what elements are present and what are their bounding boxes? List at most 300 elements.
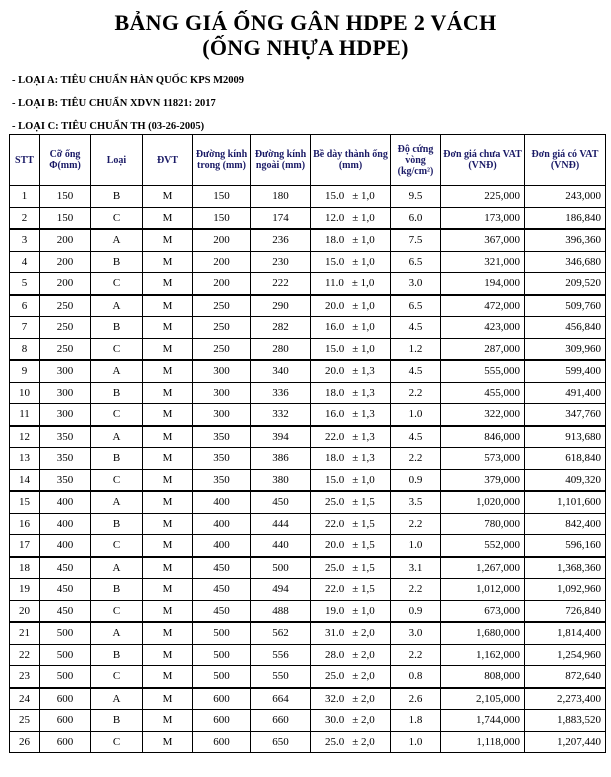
cell-type: B xyxy=(91,186,143,208)
thickness-tolerance: ± 1,3 xyxy=(352,365,375,378)
cell-wall-thickness xyxy=(311,229,391,251)
cell-type: A xyxy=(91,229,143,251)
cell-inner-diameter: 250 xyxy=(193,338,251,360)
cell-wall-thickness xyxy=(311,600,391,622)
cell-price-vat: 347,760 xyxy=(525,404,606,426)
cell-outer-diameter: 450 xyxy=(251,491,311,513)
table-row xyxy=(10,360,606,382)
header-type: Loại xyxy=(91,135,143,186)
thickness-value: 18.0 xyxy=(325,234,345,247)
thickness-tolerance: ± 1,5 xyxy=(352,561,375,574)
cell-outer-diameter: 440 xyxy=(251,535,311,557)
cell-outer-diameter: 282 xyxy=(251,317,311,339)
cell-price-no-vat: 173,000 xyxy=(441,207,525,229)
cell-outer-diameter: 562 xyxy=(251,622,311,644)
cell-type: C xyxy=(91,600,143,622)
cell-type: A xyxy=(91,622,143,644)
cell-price-no-vat: 1,020,000 xyxy=(441,491,525,513)
table-body xyxy=(10,186,606,753)
cell-stt: 20 xyxy=(10,600,40,622)
cell-price-no-vat: 1,118,000 xyxy=(441,731,525,753)
cell-stt: 18 xyxy=(10,557,40,579)
cell-type: B xyxy=(91,448,143,470)
table-row xyxy=(10,229,606,251)
thickness-tolerance: ± 1,5 xyxy=(352,517,375,530)
cell-price-vat: 509,760 xyxy=(525,295,606,317)
cell-size: 350 xyxy=(40,448,91,470)
cell-inner-diameter: 450 xyxy=(193,579,251,601)
cell-ring-stiffness: 2.2 xyxy=(391,644,441,666)
cell-inner-diameter: 350 xyxy=(193,469,251,491)
cell-price-vat: 842,400 xyxy=(525,513,606,535)
thickness-tolerance: ± 1,3 xyxy=(352,430,375,443)
thickness-value: 30.0 xyxy=(325,714,345,727)
cell-price-no-vat: 2,105,000 xyxy=(441,688,525,710)
cell-unit: M xyxy=(143,317,193,339)
header-size: Cỡ ống Φ(mm) xyxy=(40,135,91,186)
cell-wall-thickness xyxy=(311,273,391,295)
cell-unit: M xyxy=(143,535,193,557)
cell-unit: M xyxy=(143,579,193,601)
thickness-tolerance: ± 1,5 xyxy=(352,496,375,509)
cell-type: B xyxy=(91,317,143,339)
header-outer-diameter: Đường kính ngoài (mm) xyxy=(251,135,311,186)
cell-wall-thickness xyxy=(311,360,391,382)
cell-wall-thickness xyxy=(311,338,391,360)
cell-stt: 16 xyxy=(10,513,40,535)
thickness-value: 31.0 xyxy=(325,627,345,640)
thickness-value: 19.0 xyxy=(325,604,345,617)
cell-inner-diameter: 600 xyxy=(193,731,251,753)
cell-type: C xyxy=(91,404,143,426)
cell-inner-diameter: 250 xyxy=(193,317,251,339)
table-row xyxy=(10,251,606,273)
cell-price-vat: 2,273,400 xyxy=(525,688,606,710)
cell-stt: 11 xyxy=(10,404,40,426)
cell-price-no-vat: 552,000 xyxy=(441,535,525,557)
cell-ring-stiffness: 1.0 xyxy=(391,731,441,753)
cell-stt: 24 xyxy=(10,688,40,710)
cell-price-vat: 1,207,440 xyxy=(525,731,606,753)
cell-ring-stiffness: 4.5 xyxy=(391,426,441,448)
cell-ring-stiffness: 2.2 xyxy=(391,579,441,601)
note-type-b: - LOẠI B: TIÊU CHUẨN XDVN 11821: 2017 xyxy=(12,98,216,109)
cell-wall-thickness xyxy=(311,491,391,513)
thickness-value: 20.0 xyxy=(325,299,345,312)
cell-stt: 14 xyxy=(10,469,40,491)
cell-price-vat: 491,400 xyxy=(525,382,606,404)
table-row xyxy=(10,273,606,295)
cell-price-no-vat: 455,000 xyxy=(441,382,525,404)
cell-outer-diameter: 664 xyxy=(251,688,311,710)
cell-unit: M xyxy=(143,207,193,229)
cell-ring-stiffness: 9.5 xyxy=(391,186,441,208)
cell-price-vat: 726,840 xyxy=(525,600,606,622)
cell-price-no-vat: 379,000 xyxy=(441,469,525,491)
header-price-no-vat: Đơn giá chưa VAT (VNĐ) xyxy=(441,135,525,186)
cell-size: 350 xyxy=(40,426,91,448)
thickness-value: 15.0 xyxy=(325,255,345,268)
cell-price-vat: 618,840 xyxy=(525,448,606,470)
cell-type: A xyxy=(91,360,143,382)
cell-wall-thickness xyxy=(311,382,391,404)
cell-ring-stiffness: 0.9 xyxy=(391,600,441,622)
cell-unit: M xyxy=(143,622,193,644)
cell-inner-diameter: 350 xyxy=(193,426,251,448)
table-row xyxy=(10,448,606,470)
cell-outer-diameter: 556 xyxy=(251,644,311,666)
cell-unit: M xyxy=(143,469,193,491)
table-row xyxy=(10,666,606,688)
cell-price-no-vat: 555,000 xyxy=(441,360,525,382)
table-row xyxy=(10,295,606,317)
thickness-value: 25.0 xyxy=(325,670,345,683)
thickness-tolerance: ± 1,5 xyxy=(352,539,375,552)
cell-unit: M xyxy=(143,186,193,208)
cell-price-no-vat: 808,000 xyxy=(441,666,525,688)
cell-unit: M xyxy=(143,557,193,579)
cell-type: C xyxy=(91,207,143,229)
cell-inner-diameter: 500 xyxy=(193,622,251,644)
thickness-value: 22.0 xyxy=(325,430,345,443)
cell-ring-stiffness: 2.6 xyxy=(391,688,441,710)
thickness-value: 15.0 xyxy=(325,190,345,203)
cell-type: C xyxy=(91,666,143,688)
cell-stt: 9 xyxy=(10,360,40,382)
cell-inner-diameter: 200 xyxy=(193,251,251,273)
cell-wall-thickness xyxy=(311,688,391,710)
cell-stt: 6 xyxy=(10,295,40,317)
cell-size: 500 xyxy=(40,622,91,644)
cell-price-vat: 1,368,360 xyxy=(525,557,606,579)
cell-ring-stiffness: 3.5 xyxy=(391,491,441,513)
cell-price-vat: 872,640 xyxy=(525,666,606,688)
cell-inner-diameter: 200 xyxy=(193,273,251,295)
cell-outer-diameter: 332 xyxy=(251,404,311,426)
cell-inner-diameter: 300 xyxy=(193,404,251,426)
cell-outer-diameter: 660 xyxy=(251,710,311,732)
cell-ring-stiffness: 3.0 xyxy=(391,622,441,644)
table-row xyxy=(10,317,606,339)
cell-type: B xyxy=(91,710,143,732)
table-row xyxy=(10,579,606,601)
table-row xyxy=(10,688,606,710)
table-row xyxy=(10,644,606,666)
thickness-tolerance: ± 1,0 xyxy=(352,211,375,224)
cell-unit: M xyxy=(143,688,193,710)
cell-ring-stiffness: 3.1 xyxy=(391,557,441,579)
thickness-value: 20.0 xyxy=(325,539,345,552)
cell-stt: 7 xyxy=(10,317,40,339)
cell-size: 150 xyxy=(40,207,91,229)
cell-outer-diameter: 494 xyxy=(251,579,311,601)
table-row xyxy=(10,404,606,426)
thickness-value: 25.0 xyxy=(325,496,345,509)
cell-price-vat: 1,101,600 xyxy=(525,491,606,513)
thickness-value: 20.0 xyxy=(325,365,345,378)
table-header-row xyxy=(10,135,606,186)
note-type-c: - LOẠI C: TIÊU CHUẨN TH (03-26-2005) xyxy=(12,121,205,132)
cell-size: 350 xyxy=(40,469,91,491)
cell-type: B xyxy=(91,251,143,273)
cell-price-vat: 596,160 xyxy=(525,535,606,557)
cell-unit: M xyxy=(143,491,193,513)
table-row xyxy=(10,186,606,208)
cell-stt: 5 xyxy=(10,273,40,295)
cell-size: 200 xyxy=(40,273,91,295)
thickness-tolerance: ± 2,0 xyxy=(352,648,375,661)
cell-type: A xyxy=(91,688,143,710)
thickness-value: 16.0 xyxy=(325,321,345,334)
cell-stt: 8 xyxy=(10,338,40,360)
cell-unit: M xyxy=(143,273,193,295)
table-row xyxy=(10,207,606,229)
thickness-value: 15.0 xyxy=(325,473,345,486)
price-table xyxy=(9,134,606,753)
thickness-tolerance: ± 1,0 xyxy=(352,473,375,486)
thickness-value: 25.0 xyxy=(325,561,345,574)
cell-wall-thickness xyxy=(311,448,391,470)
cell-price-no-vat: 780,000 xyxy=(441,513,525,535)
cell-inner-diameter: 150 xyxy=(193,207,251,229)
cell-size: 450 xyxy=(40,557,91,579)
header-price-vat: Đơn giá có VAT (VNĐ) xyxy=(525,135,606,186)
cell-ring-stiffness: 4.5 xyxy=(391,317,441,339)
cell-unit: M xyxy=(143,338,193,360)
cell-stt: 17 xyxy=(10,535,40,557)
cell-outer-diameter: 386 xyxy=(251,448,311,470)
cell-ring-stiffness: 1.0 xyxy=(391,404,441,426)
cell-unit: M xyxy=(143,513,193,535)
cell-inner-diameter: 400 xyxy=(193,491,251,513)
cell-inner-diameter: 300 xyxy=(193,360,251,382)
thickness-tolerance: ± 1,0 xyxy=(352,321,375,334)
table-row xyxy=(10,513,606,535)
thickness-value: 11.0 xyxy=(325,277,344,290)
cell-type: C xyxy=(91,469,143,491)
header-wall-thickness: Bề dày thành ống (mm) xyxy=(311,135,391,186)
table-row xyxy=(10,710,606,732)
thickness-tolerance: ± 2,0 xyxy=(352,627,375,640)
cell-unit: M xyxy=(143,731,193,753)
thickness-value: 28.0 xyxy=(325,648,345,661)
cell-price-vat: 1,254,960 xyxy=(525,644,606,666)
cell-outer-diameter: 174 xyxy=(251,207,311,229)
cell-price-vat: 209,520 xyxy=(525,273,606,295)
cell-outer-diameter: 550 xyxy=(251,666,311,688)
thickness-value: 25.0 xyxy=(325,735,345,748)
cell-type: A xyxy=(91,491,143,513)
thickness-value: 12.0 xyxy=(325,211,345,224)
cell-ring-stiffness: 1.8 xyxy=(391,710,441,732)
cell-wall-thickness xyxy=(311,710,391,732)
cell-price-vat: 1,814,400 xyxy=(525,622,606,644)
cell-unit: M xyxy=(143,600,193,622)
thickness-tolerance: ± 2,0 xyxy=(352,670,375,683)
cell-outer-diameter: 650 xyxy=(251,731,311,753)
thickness-tolerance: ± 1,0 xyxy=(351,277,375,290)
cell-unit: M xyxy=(143,229,193,251)
cell-type: C xyxy=(91,731,143,753)
cell-price-no-vat: 846,000 xyxy=(441,426,525,448)
cell-wall-thickness xyxy=(311,644,391,666)
cell-unit: M xyxy=(143,710,193,732)
table-row xyxy=(10,382,606,404)
table-row xyxy=(10,535,606,557)
thickness-tolerance: ± 1,0 xyxy=(352,299,375,312)
cell-stt: 25 xyxy=(10,710,40,732)
table-row xyxy=(10,338,606,360)
thickness-tolerance: ± 1,0 xyxy=(352,604,375,617)
cell-inner-diameter: 400 xyxy=(193,513,251,535)
cell-size: 500 xyxy=(40,644,91,666)
cell-price-no-vat: 573,000 xyxy=(441,448,525,470)
cell-type: C xyxy=(91,338,143,360)
thickness-tolerance: ± 1,0 xyxy=(352,342,375,355)
cell-type: B xyxy=(91,579,143,601)
cell-ring-stiffness: 1.2 xyxy=(391,338,441,360)
cell-ring-stiffness: 6.0 xyxy=(391,207,441,229)
thickness-value: 15.0 xyxy=(325,342,345,355)
cell-price-no-vat: 423,000 xyxy=(441,317,525,339)
cell-stt: 2 xyxy=(10,207,40,229)
cell-outer-diameter: 236 xyxy=(251,229,311,251)
cell-wall-thickness xyxy=(311,426,391,448)
thickness-tolerance: ± 1,0 xyxy=(352,190,375,203)
cell-wall-thickness xyxy=(311,666,391,688)
cell-size: 300 xyxy=(40,360,91,382)
thickness-value: 22.0 xyxy=(325,517,345,530)
thickness-tolerance: ± 1,0 xyxy=(352,255,375,268)
cell-ring-stiffness: 3.0 xyxy=(391,273,441,295)
header-inner-diameter: Đường kính trong (mm) xyxy=(193,135,251,186)
cell-ring-stiffness: 0.8 xyxy=(391,666,441,688)
cell-size: 400 xyxy=(40,535,91,557)
cell-size: 400 xyxy=(40,491,91,513)
cell-stt: 3 xyxy=(10,229,40,251)
cell-size: 600 xyxy=(40,710,91,732)
cell-price-no-vat: 287,000 xyxy=(441,338,525,360)
table-row xyxy=(10,491,606,513)
cell-unit: M xyxy=(143,295,193,317)
cell-ring-stiffness: 0.9 xyxy=(391,469,441,491)
cell-ring-stiffness: 4.5 xyxy=(391,360,441,382)
cell-price-no-vat: 1,162,000 xyxy=(441,644,525,666)
thickness-tolerance: ± 2,0 xyxy=(352,692,375,705)
cell-size: 300 xyxy=(40,404,91,426)
cell-price-no-vat: 321,000 xyxy=(441,251,525,273)
cell-outer-diameter: 340 xyxy=(251,360,311,382)
cell-ring-stiffness: 2.2 xyxy=(391,382,441,404)
cell-outer-diameter: 280 xyxy=(251,338,311,360)
page-title-line-1: BẢNG GIÁ ỐNG GÂN HDPE 2 VÁCH xyxy=(114,10,497,35)
cell-type: B xyxy=(91,382,143,404)
cell-inner-diameter: 300 xyxy=(193,382,251,404)
cell-unit: M xyxy=(143,666,193,688)
cell-unit: M xyxy=(143,382,193,404)
cell-unit: M xyxy=(143,644,193,666)
cell-outer-diameter: 488 xyxy=(251,600,311,622)
cell-inner-diameter: 350 xyxy=(193,448,251,470)
cell-wall-thickness xyxy=(311,404,391,426)
cell-stt: 23 xyxy=(10,666,40,688)
cell-price-no-vat: 1,680,000 xyxy=(441,622,525,644)
cell-inner-diameter: 400 xyxy=(193,535,251,557)
cell-wall-thickness xyxy=(311,251,391,273)
cell-price-no-vat: 225,000 xyxy=(441,186,525,208)
cell-wall-thickness xyxy=(311,622,391,644)
thickness-value: 18.0 xyxy=(325,386,345,399)
cell-wall-thickness xyxy=(311,731,391,753)
cell-unit: M xyxy=(143,448,193,470)
cell-price-vat: 456,840 xyxy=(525,317,606,339)
cell-price-no-vat: 194,000 xyxy=(441,273,525,295)
cell-ring-stiffness: 6.5 xyxy=(391,295,441,317)
cell-type: A xyxy=(91,426,143,448)
cell-inner-diameter: 450 xyxy=(193,557,251,579)
cell-type: B xyxy=(91,513,143,535)
cell-wall-thickness xyxy=(311,535,391,557)
cell-outer-diameter: 336 xyxy=(251,382,311,404)
thickness-tolerance: ± 1,3 xyxy=(352,386,375,399)
cell-price-no-vat: 1,012,000 xyxy=(441,579,525,601)
cell-ring-stiffness: 6.5 xyxy=(391,251,441,273)
cell-stt: 10 xyxy=(10,382,40,404)
table-row xyxy=(10,731,606,753)
cell-ring-stiffness: 2.2 xyxy=(391,448,441,470)
cell-unit: M xyxy=(143,404,193,426)
cell-price-no-vat: 322,000 xyxy=(441,404,525,426)
thickness-tolerance: ± 1,5 xyxy=(352,583,375,596)
header-unit: ĐVT xyxy=(143,135,193,186)
cell-unit: M xyxy=(143,251,193,273)
cell-size: 600 xyxy=(40,688,91,710)
header-ring-stiffness: Độ cứng vòng (kg/cm²) xyxy=(391,135,441,186)
cell-size: 400 xyxy=(40,513,91,535)
cell-size: 250 xyxy=(40,295,91,317)
cell-wall-thickness xyxy=(311,557,391,579)
cell-unit: M xyxy=(143,360,193,382)
cell-stt: 12 xyxy=(10,426,40,448)
cell-price-no-vat: 367,000 xyxy=(441,229,525,251)
cell-size: 250 xyxy=(40,317,91,339)
thickness-tolerance: ± 1,3 xyxy=(352,452,375,465)
cell-price-vat: 346,680 xyxy=(525,251,606,273)
cell-inner-diameter: 450 xyxy=(193,600,251,622)
cell-inner-diameter: 250 xyxy=(193,295,251,317)
cell-price-vat: 186,840 xyxy=(525,207,606,229)
cell-price-vat: 309,960 xyxy=(525,338,606,360)
cell-wall-thickness xyxy=(311,207,391,229)
thickness-value: 22.0 xyxy=(325,583,345,596)
cell-type: B xyxy=(91,644,143,666)
page-title-line-2: (ỐNG NHỰA HDPE) xyxy=(202,35,409,60)
cell-price-vat: 1,883,520 xyxy=(525,710,606,732)
cell-inner-diameter: 500 xyxy=(193,666,251,688)
cell-outer-diameter: 290 xyxy=(251,295,311,317)
cell-stt: 4 xyxy=(10,251,40,273)
thickness-value: 18.0 xyxy=(325,452,345,465)
cell-outer-diameter: 230 xyxy=(251,251,311,273)
cell-size: 450 xyxy=(40,579,91,601)
document-page xyxy=(0,10,611,748)
cell-size: 500 xyxy=(40,666,91,688)
cell-size: 450 xyxy=(40,600,91,622)
cell-type: C xyxy=(91,535,143,557)
note-type-a: - LOẠI A: TIÊU CHUẨN HÀN QUỐC KPS M2009 xyxy=(12,75,244,86)
cell-size: 200 xyxy=(40,229,91,251)
cell-price-vat: 1,092,960 xyxy=(525,579,606,601)
